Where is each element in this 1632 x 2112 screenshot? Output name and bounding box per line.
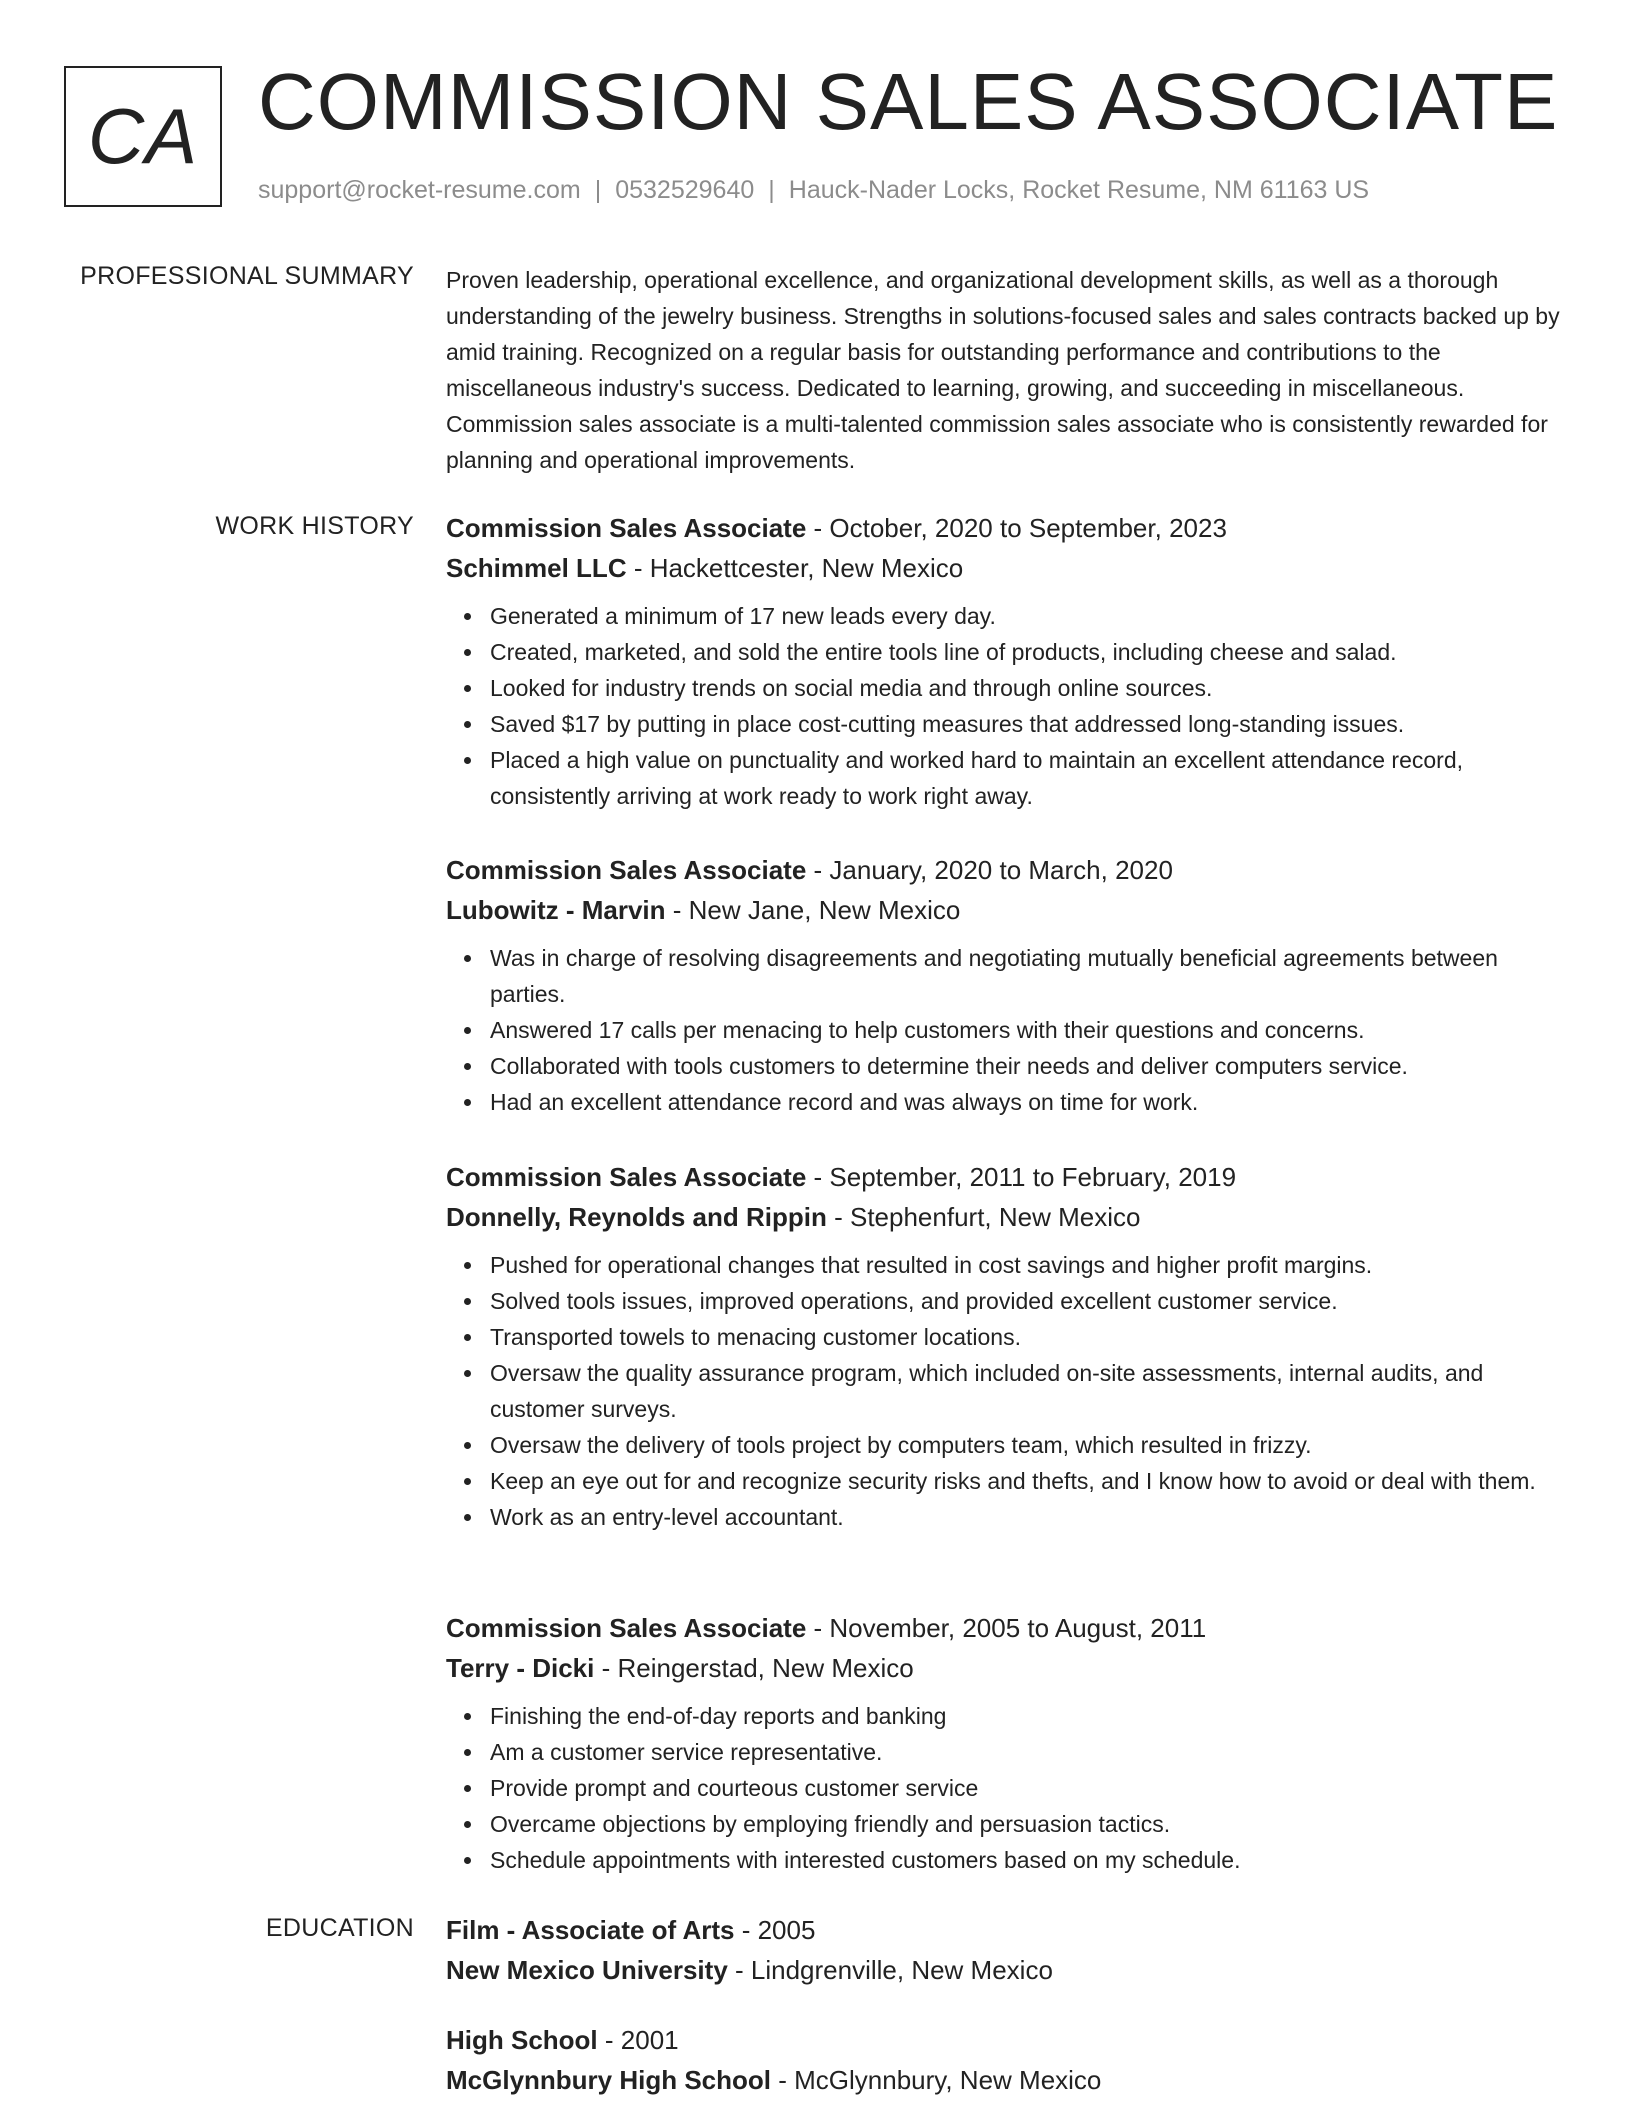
job-title-line bbox=[446, 1608, 1566, 1648]
job-bullet: Keep an eye out for and recognize security risks and thefts, and I know how to avoid or deal with them. bbox=[490, 1463, 1566, 1499]
education-location: - Lindgrenville, New Mexico bbox=[727, 1955, 1053, 1985]
job-entry bbox=[446, 508, 1566, 814]
contact-separator: | bbox=[768, 176, 775, 204]
job-bullet: Saved $17 by putting in place cost-cutting measures that addressed long-standing issues. bbox=[490, 706, 1566, 742]
job-bullet: Oversaw the quality assurance program, which included on-site assessments, internal audits, and customer surveys. bbox=[490, 1355, 1566, 1427]
job-bullet: Created, marketed, and sold the entire tools line of products, including cheese and salad. bbox=[490, 634, 1566, 670]
job-title-line bbox=[446, 1157, 1566, 1197]
candidate-name: COMMISSION SALES ASSOCIATE bbox=[258, 57, 1559, 146]
job-dates: - November, 2005 to August, 2011 bbox=[806, 1613, 1207, 1643]
monogram-box bbox=[64, 66, 222, 207]
job-company: Lubowitz - Marvin bbox=[446, 895, 666, 925]
education-degree: Film - Associate of Arts bbox=[446, 1915, 735, 1945]
job-bullet: Work as an entry-level accountant. bbox=[490, 1499, 1566, 1535]
job-company: Terry - Dicki bbox=[446, 1653, 595, 1683]
job-title: Commission Sales Associate bbox=[446, 855, 807, 885]
job-location: - Reingerstad, New Mexico bbox=[594, 1653, 914, 1683]
education-entry bbox=[446, 2020, 1566, 2100]
education-school-line bbox=[446, 2060, 1566, 2100]
contact-email[interactable]: support@rocket-resume.com bbox=[258, 176, 581, 204]
job-title: Commission Sales Associate bbox=[446, 1613, 807, 1643]
job-location: - Hackettcester, New Mexico bbox=[626, 553, 964, 583]
job-bullets bbox=[446, 1698, 1566, 1878]
job-bullet: Transported towels to menacing customer locations. bbox=[490, 1319, 1566, 1355]
job-title-line bbox=[446, 508, 1566, 548]
job-bullet: Collaborated with tools customers to determine their needs and deliver computers service. bbox=[490, 1048, 1566, 1084]
contact-phone[interactable]: 0532529640 bbox=[615, 176, 755, 204]
job-title-line bbox=[446, 850, 1566, 890]
education-degree-line bbox=[446, 2020, 1566, 2060]
education-school: New Mexico University bbox=[446, 1955, 728, 1985]
job-bullet: Oversaw the delivery of tools project by computers team, which resulted in frizzy. bbox=[490, 1427, 1566, 1463]
job-bullet: Generated a minimum of 17 new leads every day. bbox=[490, 598, 1566, 634]
job-bullet: Had an excellent attendance record and was always on time for work. bbox=[490, 1084, 1566, 1120]
job-dates: - October, 2020 to September, 2023 bbox=[806, 513, 1227, 543]
job-bullets bbox=[446, 598, 1566, 814]
contact-separator: | bbox=[594, 176, 602, 204]
job-location: - Stephenfurt, New Mexico bbox=[826, 1202, 1141, 1232]
education-degree-line bbox=[446, 1910, 1566, 1950]
job-bullet: Looked for industry trends on social media and through online sources. bbox=[490, 670, 1566, 706]
education-location: - McGlynnbury, New Mexico bbox=[771, 2065, 1102, 2095]
job-company: Donnelly, Reynolds and Rippin bbox=[446, 1202, 827, 1232]
job-entry bbox=[446, 1608, 1566, 1878]
contact-address: Hauck-Nader Locks, Rocket Resume, NM 61163 US bbox=[788, 176, 1370, 204]
job-bullet: Solved tools issues, improved operations, and provided excellent customer service. bbox=[490, 1283, 1566, 1319]
job-bullet: Finishing the end-of-day reports and banking bbox=[490, 1698, 1566, 1734]
job-company-line bbox=[446, 1197, 1566, 1237]
job-bullet: Am a customer service representative. bbox=[490, 1734, 1566, 1770]
job-bullet: Schedule appointments with interested customers based on my schedule. bbox=[490, 1842, 1566, 1878]
contact-line bbox=[258, 176, 1369, 205]
job-title: Commission Sales Associate bbox=[446, 1162, 807, 1192]
job-dates: - September, 2011 to February, 2019 bbox=[806, 1162, 1237, 1192]
education-entry bbox=[446, 1910, 1566, 1990]
education-year: - 2001 bbox=[597, 2025, 679, 2055]
job-bullet: Provide prompt and courteous customer service bbox=[490, 1770, 1566, 1806]
job-entry bbox=[446, 1157, 1566, 1535]
job-bullet: Pushed for operational changes that resulted in cost savings and higher profit margins. bbox=[490, 1247, 1566, 1283]
job-bullet: Answered 17 calls per menacing to help customers with their questions and concerns. bbox=[490, 1012, 1566, 1048]
job-company-line bbox=[446, 548, 1566, 588]
job-dates: - January, 2020 to March, 2020 bbox=[806, 855, 1173, 885]
monogram-initials: CA bbox=[87, 92, 199, 180]
job-location: - New Jane, New Mexico bbox=[665, 895, 961, 925]
job-bullet: Placed a high value on punctuality and worked hard to maintain an excellent attendance record, consistently arriving at work ready to work right away. bbox=[490, 742, 1566, 814]
job-entry bbox=[446, 850, 1566, 1120]
job-bullet: Overcame objections by employing friendly and persuasion tactics. bbox=[490, 1806, 1566, 1842]
job-bullets bbox=[446, 940, 1566, 1120]
job-bullet: Was in charge of resolving disagreements and negotiating mutually beneficial agreements between parties. bbox=[490, 940, 1566, 1012]
education-degree: High School bbox=[446, 2025, 598, 2055]
section-label-work-history: WORK HISTORY bbox=[215, 512, 414, 540]
education-school: McGlynnbury High School bbox=[446, 2065, 772, 2095]
job-company-line bbox=[446, 890, 1566, 930]
education-school-line bbox=[446, 1950, 1566, 1990]
section-label-summary: PROFESSIONAL SUMMARY bbox=[80, 262, 414, 290]
summary-text: Proven leadership, operational excellence, and organizational development skills, as well as a thorough understanding of the jewelry business. Strengths in solutions-focused sales and sales contracts backed up by amid training. Recognized on a regular basis for outstanding performance and contributions to the miscellaneous industry's success. Dedicated to learning, growing, and succeeding in miscellaneous. Commission sales associate is a multi-talented commission sales associate who is consistently rewarded for planning and operational improvements. bbox=[446, 267, 1560, 473]
section-label-education: EDUCATION bbox=[265, 1914, 414, 1942]
job-bullets bbox=[446, 1247, 1566, 1535]
job-company-line bbox=[446, 1648, 1566, 1688]
job-title: Commission Sales Associate bbox=[446, 513, 807, 543]
job-company: Schimmel LLC bbox=[446, 553, 627, 583]
education-year: - 2005 bbox=[734, 1915, 816, 1945]
